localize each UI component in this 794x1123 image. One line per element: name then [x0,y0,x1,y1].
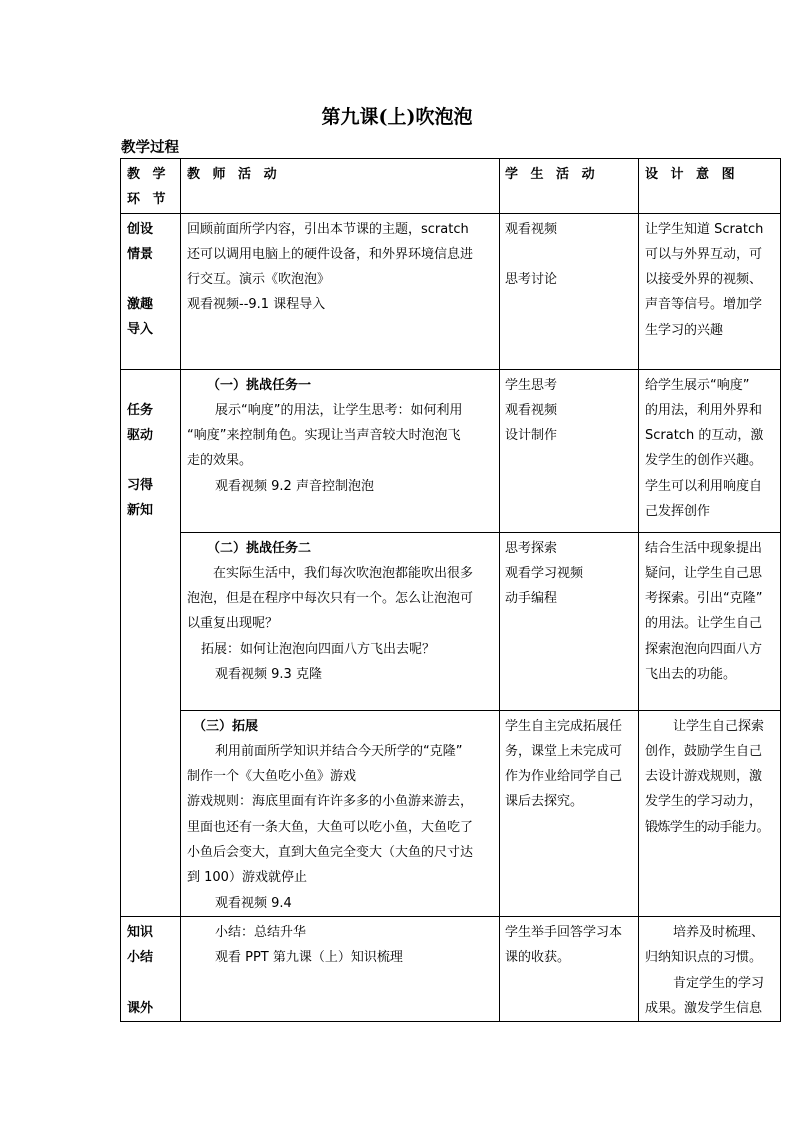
student-text: 思考讨论 [505,271,558,287]
table-row [121,213,781,369]
teacher-text: 以重复出现呢？ [187,616,279,632]
intent-text: 学生可以利用响度自 [645,478,763,494]
stage-text: 习得 [127,478,154,494]
table-row [121,369,781,532]
teacher-text: 观看视频 9.3 克隆 [215,667,322,683]
teacher-text: 走的效果。 [187,453,253,469]
header-stage-line2: 环 节 [127,192,170,208]
teacher-text: 到 100）游戏就停止 [187,870,307,886]
student-cell [500,369,639,532]
page-title: 第九课(上)吹泡泡 [321,106,473,128]
intent-text: 创作，鼓励学生自己 [645,743,763,759]
student-text: 作为作业给同学自己 [505,769,623,785]
intent-text: 的用法。让学生自己 [645,616,763,632]
teacher-text: 泡泡，但是在程序中每次只有一个。怎么让泡泡可 [187,591,474,607]
teacher-cell [181,213,500,369]
intent-text: 结合生活中现象提出 [645,540,763,556]
intent-text: 飞出去的功能。 [645,667,737,683]
intent-text: 肯定学生的学习 [673,975,765,991]
intent-cell [639,532,781,710]
intent-text: Scratch 的互动，激 [645,428,764,444]
table-row [121,532,781,710]
intent-text: 以接受外界的视频、 [645,272,763,288]
teacher-text: 拓展：如何让泡泡向四面八方飞出去呢？ [201,641,436,657]
student-cell [500,213,639,369]
student-text: 思考探索 [505,540,558,556]
student-cell [500,916,639,1021]
stage-text: 知识 [127,924,154,940]
intent-cell [639,710,781,916]
stage-cell [121,213,181,369]
header-teacher-label: 教 师 活 动 [187,167,281,182]
student-cell [500,532,639,710]
intent-text: 发学生的学习动力， [645,794,763,810]
student-text: 学生自主完成拓展任 [505,718,623,734]
header-stage [121,159,181,214]
student-text: 观看视频 [505,221,558,237]
stage-text: 小结 [127,950,154,966]
stage-text: 导入 [127,322,154,338]
teacher-text: “响度”来控制角色。实现让当声音较大时泡泡飞 [187,428,461,444]
intent-text: 归纳知识点的习惯。 [645,950,763,966]
section-heading: 教学过程 [121,139,179,156]
stage-text: 创设 [127,221,154,237]
teacher-text: 里面也还有一条大鱼，大鱼可以吃小鱼，大鱼吃了 [187,819,474,835]
student-text: 学生思考 [505,377,558,393]
intent-cell [639,213,781,369]
intent-text: 的用法，利用外界和 [645,402,763,418]
intent-text: 给学生展示“响度” [645,377,750,393]
intent-cell [639,369,781,532]
stage-text: 激趣 [127,297,154,313]
teacher-text: 行交互。演示《吹泡泡》 [187,272,331,288]
teacher-text: 观看 PPT 第九课（上）知识梳理 [215,950,403,966]
intent-text: 去设计游戏规则，激 [645,769,763,785]
student-text: 务，课堂上未完成可 [505,743,623,759]
stage-text: 情景 [127,246,154,262]
teacher-text: 回顾前面所学内容，引出本节课的主题，scratch [187,221,469,237]
teacher-text: 利用前面所学知识并结合今天所学的“克隆” [215,743,463,759]
intent-text: 培养及时梳理、 [673,924,765,940]
student-text: 观看学习视频 [505,565,584,581]
teacher-cell [181,916,500,1021]
student-text: 观看视频 [505,402,558,418]
student-text: 学生举手回答学习本 [505,924,623,940]
intent-text: 锻炼学生的动手能力。 [645,819,770,835]
header-intent-label: 设 计 意 图 [645,167,739,182]
stage-text: 新知 [127,503,154,519]
teacher-text: 还可以调用电脑上的硬件设备，和外界环境信息进 [187,246,474,262]
teacher-text: 小鱼后会变大，直到大鱼完全变大（大鱼的尺寸达 [187,845,474,861]
intent-cell [639,916,781,1021]
header-intent [639,159,781,214]
intent-text: 成果。激发学生信息 [645,1000,763,1016]
intent-text: 声音等信号。增加学 [645,297,763,313]
student-text: 动手编程 [505,591,558,607]
intent-text: 让学生知道 Scratch [645,221,764,237]
intent-text: 探索泡泡向四面八方 [645,641,763,657]
student-cell [500,710,639,916]
stage-cell [121,916,181,1021]
task-heading: （三）拓展 [193,718,259,734]
intent-text: 考探索。引出“克隆” [645,591,763,607]
table-row [121,710,781,916]
teacher-text: 观看视频--9.1 课程导入 [187,297,326,313]
teacher-text: 在实际生活中，我们每次吹泡泡都能吹出很多 [213,565,474,581]
header-student-label: 学 生 活 动 [505,167,599,182]
student-text: 设计制作 [505,428,558,444]
intent-text: 己发挥创作 [645,504,711,520]
intent-text: 可以与外界互动，可 [645,246,763,262]
teacher-text: 小结：总结升华 [215,924,307,940]
header-teacher [181,159,500,214]
student-text: 课后去探究。 [505,794,584,810]
teacher-text: 观看视频 9.4 [215,895,292,911]
teacher-text: 观看视频 9.2 声音控制泡泡 [215,478,374,494]
teacher-cell [181,710,500,916]
intent-text: 让学生自己探索 [673,718,765,734]
teaching-process-table [120,158,781,1022]
stage-text: 任务 [127,402,154,418]
table-row [121,916,781,1021]
header-stage-line1: 教 学 [127,167,170,182]
table-header-row [121,159,781,214]
teacher-text: 制作一个《大鱼吃小鱼》游戏 [187,769,357,785]
teacher-text: 游戏规则：海底里面有许许多多的小鱼游来游去， [187,794,474,810]
intent-text: 疑问，让学生自己思 [645,565,763,581]
stage-cell [121,369,181,916]
teacher-text: 展示“响度”的用法，让学生思考：如何利用 [215,402,463,418]
student-text: 课的收获。 [505,950,571,966]
stage-text: 驱动 [127,427,154,443]
teacher-cell [181,369,500,532]
task-heading: （一）挑战任务一 [207,377,312,393]
intent-text: 发学生的创作兴趣。 [645,453,763,469]
teacher-cell [181,532,500,710]
stage-text: 课外 [127,1000,154,1016]
header-student [500,159,639,214]
intent-text: 生学习的兴趣 [645,322,724,338]
task-heading: （二）挑战任务二 [207,540,312,556]
